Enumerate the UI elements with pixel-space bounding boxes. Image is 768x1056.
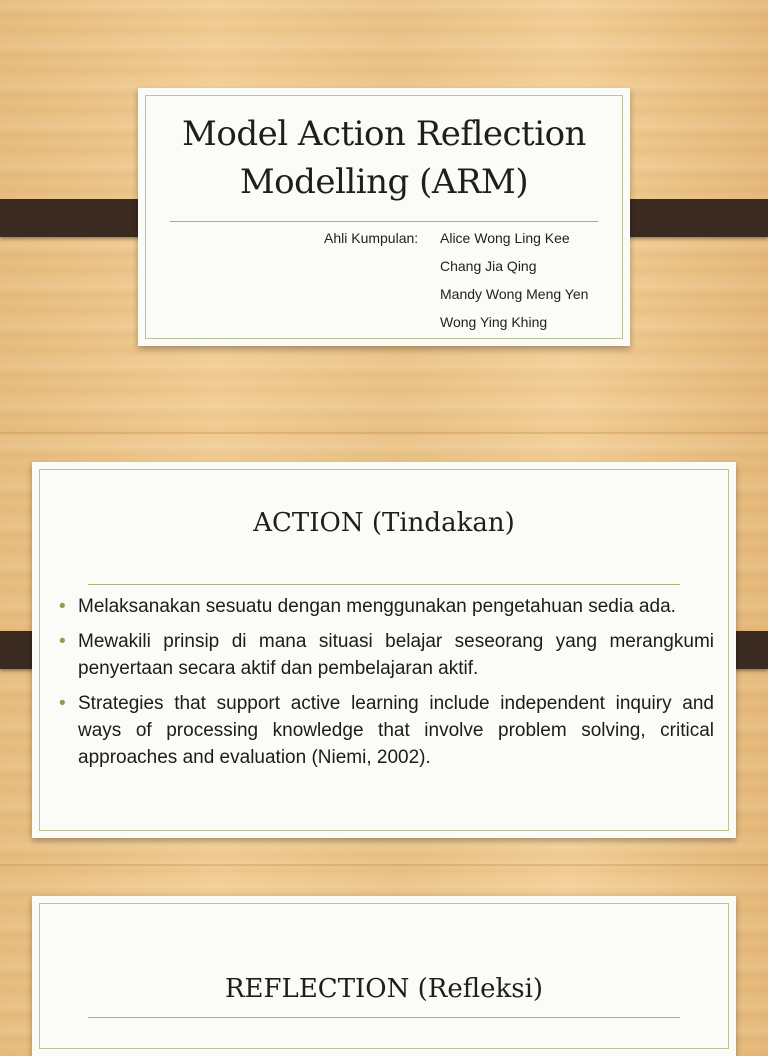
reflection-slide-card	[32, 896, 736, 1056]
bullet-icon: •	[59, 631, 66, 652]
title-rule	[170, 221, 598, 222]
slide-title: Model Action Reflection Modelling (ARM)	[182, 114, 586, 202]
members-label: Ahli Kumpulan:	[324, 230, 419, 246]
title-slide-card	[138, 88, 630, 346]
heading-rule	[88, 1017, 680, 1018]
bullet-text: Strategies that support active learning include independent inquiry and ways of processing knowledge that involve problem solving, critical approaches and evaluation (Niemi, 2002).	[78, 693, 714, 768]
bullet-text: Melaksanakan sesuatu dengan menggunakan pengetahuan sedia ada.	[78, 596, 676, 617]
slide-heading: REFLECTION (Refleksi)	[224, 974, 544, 1004]
member-name: Alice Wong Ling Kee	[440, 230, 570, 246]
right-strap	[613, 199, 768, 237]
bullet-text: Mewakili prinsip di mana situasi belajar seseorang yang merangkumi penyertaan secara aktif dan pembelajaran aktif.	[78, 631, 714, 679]
heading-rule	[88, 584, 680, 585]
slide-heading: ACTION (Tindakan)	[253, 508, 515, 538]
slide-divider	[0, 432, 768, 434]
bullet-list	[59, 593, 714, 779]
action-slide-card	[32, 462, 736, 838]
member-name: Mandy Wong Meng Yen	[440, 286, 589, 302]
member-name: Chang Jia Qing	[440, 258, 537, 274]
bullet-icon: •	[59, 693, 66, 714]
bullet-item	[59, 593, 714, 620]
bullet-item	[59, 628, 714, 682]
member-name: Wong Ying Khing	[440, 314, 548, 330]
left-strap	[0, 199, 155, 237]
bullet-icon: •	[59, 596, 66, 617]
slide-divider	[0, 864, 768, 866]
bullet-item	[59, 690, 714, 771]
